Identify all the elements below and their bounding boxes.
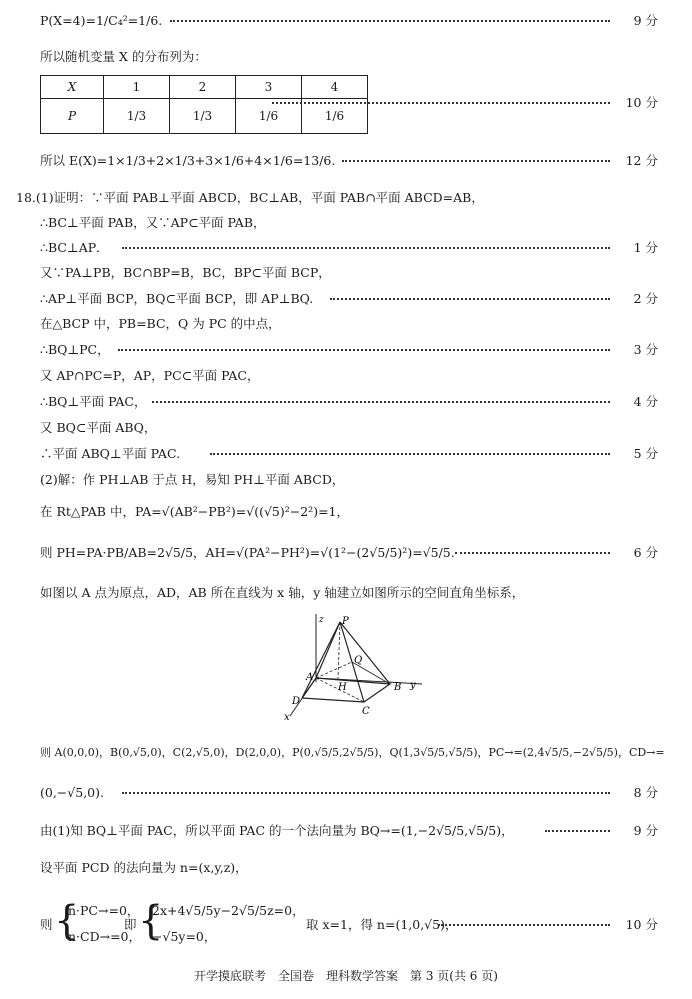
line-text: 设平面 PCD 的法向量为 n=(x,y,z)，	[40, 860, 248, 875]
answer-line-21	[0, 782, 692, 804]
answer-line-3	[0, 92, 692, 114]
label-Q: Q	[354, 655, 363, 666]
score-label: 3 分	[633, 342, 658, 357]
answer-line-9	[0, 288, 692, 310]
line-text: ∴BQ⊥平面 PAC，	[40, 394, 147, 409]
answer-line-12	[0, 365, 692, 387]
dotted-leader	[152, 401, 610, 403]
dotted-leader	[330, 298, 610, 300]
line-text: 如图以 A 点为原点，AD，AB 所在直线为 x 轴，y 轴建立如图所示的空间直角坐标系，	[40, 585, 525, 600]
line-text: P(X=4)=1/C₄²=1/6.	[40, 13, 163, 28]
answer-line-4	[0, 150, 692, 172]
score-label: 10 分	[625, 95, 658, 110]
label-A: A	[306, 672, 314, 683]
line-text: −√5y=0，	[152, 929, 217, 944]
label-z: z	[319, 615, 324, 625]
answer-line-10	[0, 313, 692, 335]
table-header-cell: 2	[170, 76, 236, 99]
score-label: 1 分	[633, 240, 658, 255]
answer-line-18	[0, 542, 692, 564]
dotted-leader	[170, 20, 610, 22]
line-text: ∴BC⊥平面 PAB，又∵AP⊂平面 PAB，	[40, 215, 266, 230]
table-cell: 1/3	[104, 99, 170, 134]
table-cell: 1/3	[170, 99, 236, 134]
score-label: 10 分	[625, 917, 658, 932]
label-P: P	[342, 616, 349, 627]
answer-line-8	[0, 262, 692, 284]
answer-line-1	[0, 10, 692, 32]
line-text: ∴AP⊥平面 BCP，BQ⊂平面 BCP，即 AP⊥BQ.	[40, 291, 314, 306]
answer-line-23	[0, 857, 692, 879]
coordinate-figure	[272, 612, 432, 724]
answer-line-20	[0, 742, 692, 764]
label-H: H	[338, 682, 347, 693]
answer-line-17	[0, 501, 692, 523]
answer-line-16	[0, 469, 692, 491]
answer-line-14	[0, 417, 692, 439]
line-text: n·CD→=0，	[68, 929, 142, 944]
table-cell: 1/6	[302, 99, 368, 134]
score-label: 9 分	[633, 13, 658, 28]
table-header-cell: 1	[104, 76, 170, 99]
line-text: (0,−√5,0).	[40, 785, 104, 800]
dotted-leader	[122, 792, 610, 794]
line-text: 又 AP∩PC=P，AP，PC⊂平面 PAC，	[40, 368, 260, 383]
line-text: 由(1)知 BQ⊥平面 PAC，所以平面 PAC 的一个法向量为 BQ→=(1,−2√5/5,√5/5)，	[40, 823, 514, 838]
table-header-cell: 4	[302, 76, 368, 99]
line-text: 则 PH=PA·PB/AB=2√5/5，AH=√(PA²−PH²)=√(1²−(2√5/5)²)=√5/5.	[40, 545, 455, 560]
answer-line-15	[0, 443, 692, 465]
line-text: ∴BQ⊥PC，	[40, 342, 110, 357]
dotted-leader	[118, 349, 610, 351]
answer-line-24: 则 { n·PC→=0， n·CD→=0， 即 { 2x+4√5/5y−2√5/5z=0， −√5y=0， 取 x=1，得 n=(1,0,√5)， 10 分	[0, 900, 692, 950]
answer-line-13	[0, 391, 692, 413]
dotted-leader	[342, 160, 610, 162]
answer-line-11	[0, 339, 692, 361]
label-x: x	[284, 712, 290, 723]
line-text: 2x+4√5/5y−2√5/5z=0，	[152, 903, 305, 918]
line-text: 所以 E(X)=1×1/3+2×1/3+3×1/6+4×1/6=13/6.	[40, 153, 336, 168]
table-cell: P	[41, 99, 104, 134]
dotted-leader	[122, 247, 610, 249]
score-label: 6 分	[633, 545, 658, 560]
line-text: 取 x=1，得 n=(1,0,√5)，	[306, 917, 458, 932]
answer-line-22	[0, 820, 692, 842]
dotted-leader	[545, 830, 610, 832]
line-text: 在 Rt△PAB 中，PA=√(AB²−PB²)=√((√5)²−2²)=1，	[40, 504, 349, 519]
line-text: n·PC→=0，	[68, 903, 140, 918]
score-label: 2 分	[633, 291, 658, 306]
score-label: 8 分	[633, 785, 658, 800]
dotted-leader	[272, 102, 610, 104]
line-text: (2)解：作 PH⊥AB 于点 H，易知 PH⊥平面 ABCD，	[40, 472, 345, 487]
line-text: 所以随机变量 X 的分布列为：	[40, 49, 207, 64]
left-brace: {	[54, 898, 80, 944]
table-cell: 1/6	[236, 99, 302, 134]
score-label: 5 分	[633, 446, 658, 461]
line-text: 在△BCP 中，PB=BC，Q 为 PC 的中点，	[40, 316, 281, 331]
table-header-cell: X	[41, 76, 104, 99]
dotted-leader	[210, 453, 610, 455]
answer-line-19	[0, 582, 692, 604]
table-header-cell: 3	[236, 76, 302, 99]
dotted-leader	[455, 552, 610, 554]
answer-line-6	[0, 212, 692, 234]
label-y: y	[410, 680, 416, 691]
score-label: 4 分	[633, 394, 658, 409]
score-label: 12 分	[625, 153, 658, 168]
score-label: 9 分	[633, 823, 658, 838]
answer-line-5	[0, 187, 692, 209]
line-text: ∴平面 ABQ⊥平面 PAC.	[40, 446, 181, 461]
label-D: D	[292, 696, 301, 707]
line-text: 又 BQ⊂平面 ABQ，	[40, 420, 157, 435]
answer-line-2	[0, 46, 692, 68]
line-text: 18.(1)证明：∵平面 PAB⊥平面 ABCD，BC⊥AB，平面 PAB∩平面 ABCD=AB，	[16, 190, 484, 205]
dotted-leader	[438, 924, 610, 926]
label-B: B	[394, 682, 402, 693]
line-text: 又∵PA⊥PB，BC∩BP=B，BC，BP⊂平面 BCP，	[40, 265, 331, 280]
left-brace: {	[138, 898, 164, 944]
label-C: C	[362, 706, 370, 717]
line-text: 则 A(0,0,0)，B(0,√5,0)，C(2,√5,0)，D(2,0,0)，P(0,√5/5,2√5/5)，Q(1,3√5/5,√5/5)，PC→=(2,4√5/5,−2√5/5)，CD→=	[40, 746, 665, 759]
answer-line-7	[0, 237, 692, 259]
page-footer: 开学摸底联考 全国卷 理科数学答案 第 3 页(共 6 页)	[194, 969, 498, 983]
line-text: ∴BC⊥AP．	[40, 240, 109, 255]
